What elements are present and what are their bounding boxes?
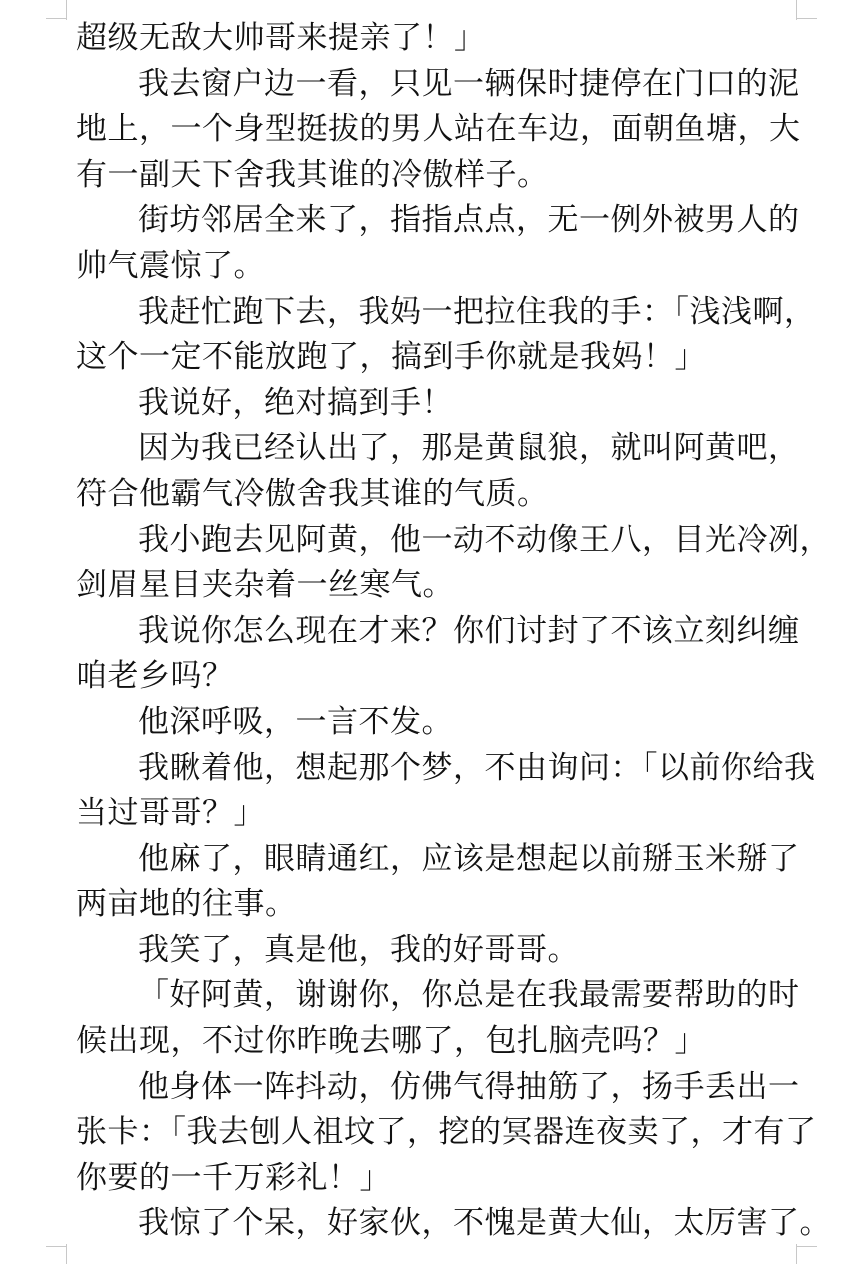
text-line: 我说好，绝对搞到手！: [138, 384, 453, 421]
text-line: 我赶忙跑下去，我妈一把拉住我的手：「浅浅啊，: [138, 293, 816, 330]
text-line: 这个一定不能放跑了，搞到手你就是我妈！」: [76, 339, 706, 376]
text-line: 你要的一千万彩礼！」: [76, 1159, 391, 1196]
text-line: 张卡：「我去刨人祖坟了，挖的冥器连夜卖了，才有了: [76, 1114, 817, 1151]
text-line: 剑眉星目夹杂着一丝寒气。: [76, 567, 454, 604]
text-line: 两亩地的往事。: [76, 886, 297, 923]
text-line: 他麻了，眼睛通红，应该是想起以前掰玉米掰了: [138, 840, 800, 877]
text-line: 我瞅着他，想起那个梦，不由询问：「以前你给我: [138, 749, 816, 786]
text-line: 候出现，不过你昨晚去哪了，包扎脑壳吗？」: [76, 1023, 706, 1060]
crop-mark-top-left: [46, 18, 66, 19]
text-line: 咱老乡吗？: [76, 658, 234, 695]
crop-mark-bottom-left: [46, 1246, 66, 1247]
text-line: 他深呼吸，一言不发。: [138, 703, 453, 740]
text-line: 超级无敌大帅哥来提亲了！」: [76, 20, 486, 56]
text-line: 当过哥哥？」: [76, 795, 265, 832]
text-line: 「好阿黄，谢谢你，你总是在我最需要帮助的时: [138, 977, 800, 1014]
text-line: 我惊了个呆，好家伙，不愧是黄大仙，太厉害了。: [138, 1205, 831, 1242]
text-line: 我笑了，真是他，我的好哥哥。: [138, 931, 579, 968]
text-line: 因为我已经认出了，那是黄鼠狼，就叫阿黄吧，: [138, 430, 800, 467]
text-line: 有一副天下舍我其谁的冷傲样子。: [76, 156, 549, 193]
document-body: [76, 16, 831, 1247]
text-line: 我去窗户边一看，只见一辆保时捷停在门口的泥: [138, 65, 800, 102]
crop-mark-top-left: [66, 0, 67, 20]
crop-mark-bottom-left: [66, 1244, 67, 1264]
text-line: 地上，一个身型挺拔的男人站在车边，面朝鱼塘，大: [76, 111, 801, 148]
text-line: 我说你怎么现在才来？你们讨封了不该立刻纠缠: [138, 612, 800, 649]
text-line: 他身体一阵抖动，仿佛气得抽筋了，扬手丢出一: [138, 1068, 800, 1105]
text-line: 帅气震惊了。: [76, 247, 265, 284]
text-line: 符合他霸气冷傲舍我其谁的气质。: [76, 475, 549, 512]
text-line: 我小跑去见阿黄，他一动不动像王八，目光冷冽，: [138, 521, 831, 558]
text-line: 街坊邻居全来了，指指点点，无一例外被男人的: [138, 202, 800, 239]
